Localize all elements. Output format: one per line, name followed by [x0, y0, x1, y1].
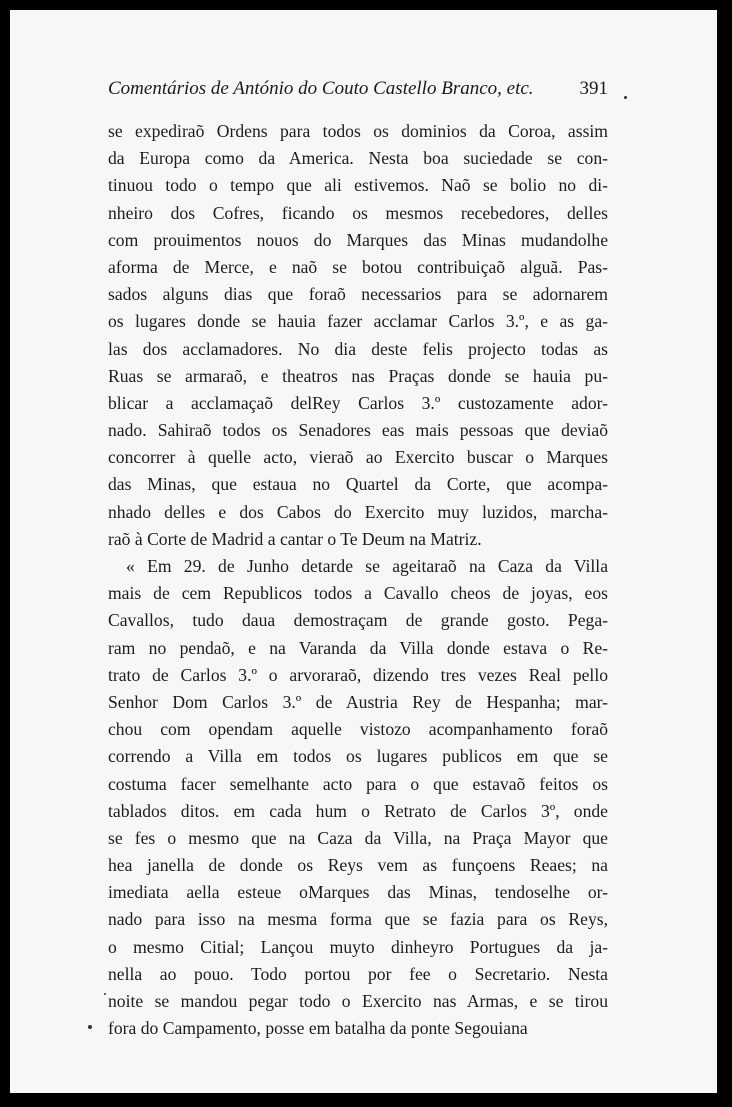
text-line: blicar a acclamaçaõ delRey Carlos 3.º custozamente ador- [108, 392, 608, 413]
text-line: Senhor Dom Carlos 3.º de Austria Rey de Hespanha; mar- [108, 691, 608, 712]
text-line: tinuou todo o tempo que ali estivemos. Naõ se bolio no di- [108, 175, 608, 196]
running-header [108, 78, 608, 100]
text-line: concorrer à quelle acto, vieraõ ao Exercito buscar o Marques [108, 447, 608, 468]
text-line: trato de Carlos 3.º o arvoraraõ, dizendo tres vezes Real pello [108, 664, 608, 685]
text-line: das Minas, que estaua no Quartel da Corte, que acompa- [108, 474, 608, 495]
text-line: ram no pendaõ, e na Varanda da Villa donde estava o Re- [108, 637, 608, 658]
text-line: nhado delles e dos Cabos do Exercito muy luzidos, marcha- [108, 501, 608, 522]
text-line: imediata aella esteue oMarques das Minas, tendoselhe or- [108, 882, 608, 903]
paper-speck [88, 1025, 92, 1029]
text-line: Cavallos, tudo daua demostraçam de grande gosto. Pega- [108, 610, 608, 631]
text-line: os lugares donde se hauia fazer acclamar Carlos 3.º, e as ga- [108, 311, 608, 332]
document-page [10, 10, 717, 1093]
page-number: 391 [579, 78, 608, 99]
text-line: nado. Sahiraõ todos os Senadores eas mais pessoas que deviaõ [108, 420, 608, 441]
text-line: da Europa como da America. Nesta boa suciedade se con- [108, 148, 608, 169]
text-line: Ruas se armaraõ, e theatros nas Praças donde se hauia pu- [108, 365, 608, 386]
text-line: o mesmo Citial; Lançou muyto dinheyro Portugues da ja- [108, 936, 608, 957]
body-text [108, 118, 608, 1042]
text-line: fora do Campamento, posse em batalha da ponte Segouiana [108, 1018, 528, 1039]
text-line: se fes o mesmo que na Caza da Villa, na Praça Mayor que [108, 827, 608, 848]
text-line: mais de cem Republicos todos a Cavallo cheos de joyas, eos [108, 583, 608, 604]
text-line: aforma de Merce, e naõ se botou contribuiçaõ alguã. Pas- [108, 256, 608, 277]
text-line: com prouimentos nouos do Marques das Minas mudandolhe [108, 229, 608, 250]
text-line: se expediraõ Ordens para todos os dominios da Coroa, assim [108, 121, 608, 141]
text-line: raõ à Corte de Madrid a cantar o Te Deum na Matriz. [108, 528, 482, 549]
paper-speck [104, 993, 106, 995]
text-line: nado para isso na mesma forma que se fazia para os Reys, [108, 909, 608, 930]
paper-speck [624, 96, 627, 99]
text-line: tablados ditos. em cada hum o Retrato de Carlos 3º, onde [108, 800, 608, 821]
text-line: chou com opendam aquelle vistozo acompanhamento foraõ [108, 719, 608, 740]
text-line: nella ao pouo. Todo portou por fee o Secretario. Nesta [108, 963, 608, 984]
text-line: « Em 29. de Junho detarde se ageitaraõ na Caza da Villa [126, 556, 608, 576]
text-line: nheiro dos Cofres, ficando os mesmos recebedores, delles [108, 202, 608, 223]
text-line: sados alguns dias que foraõ necessarios para se adornarem [108, 284, 608, 305]
text-line: correndo a Villa em todos os lugares publicos em que se [108, 746, 608, 767]
header-title: Comentários de António do Couto Castello Branco, etc. [108, 78, 534, 99]
text-line: las dos acclamadores. No dia deste felis projecto todas as [108, 338, 608, 359]
text-line: hea janella de donde os Reys vem as funçoens Reaes; na [108, 855, 608, 876]
text-line: noite se mandou pegar todo o Exercito nas Armas, e se tirou [108, 991, 608, 1011]
text-line: costuma facer semelhante acto para o que estavaõ feitos os [108, 773, 608, 794]
